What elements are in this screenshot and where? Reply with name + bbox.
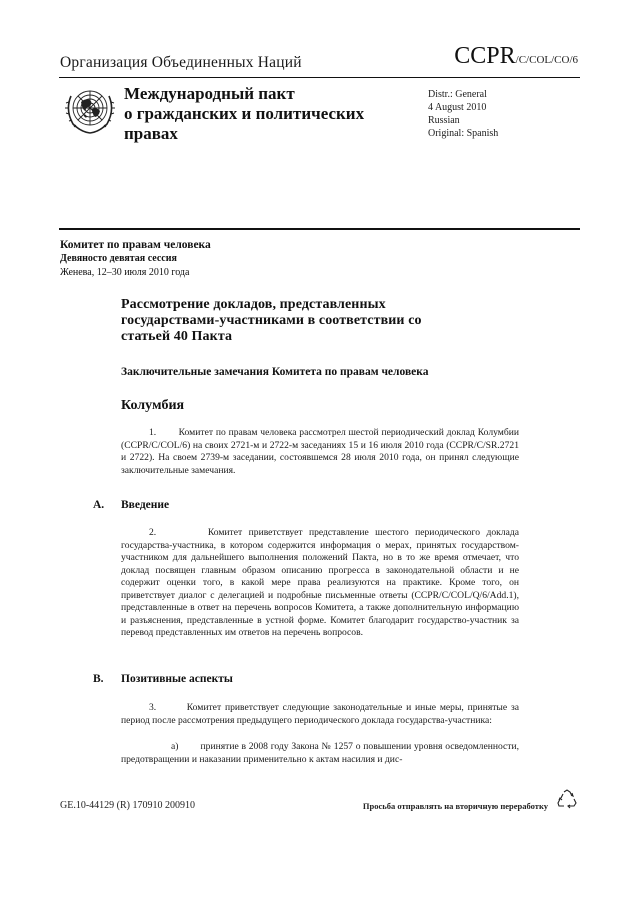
treaty-title xyxy=(124,84,364,144)
symbol-suffix: /C/COL/CO/6 xyxy=(515,54,578,66)
paragraph-number: 2. xyxy=(149,527,157,538)
paragraph-text: принятие в 2008 году Закона № 1257 о повышении уровня осведомленности, предотвращении и наказании применительно к актам насилия и дис- xyxy=(121,741,519,765)
section-title: Введение xyxy=(121,499,170,511)
document-language: Russian xyxy=(428,115,460,126)
paragraph-number: 3. xyxy=(149,702,157,713)
section-rule xyxy=(59,228,580,230)
document-title-line: статьей 40 Пакта xyxy=(121,329,233,344)
paragraph-number: 1. xyxy=(149,427,157,438)
document-title-line: Рассмотрение докладов, представленных xyxy=(121,297,386,312)
paragraph-text: Комитет приветствует представление шестого периодического доклада государства-участника, в котором содержится информация о мерах, принятых государством-участником для дальнейшего выполнения положений Пакта, но в то же время отмечает, что доклад посвящен главным образом описанию прогресса в законодательной области и не содержит оценки того, в какой мере права реализуются на практике. Кроме того, он приветствует диалог с делегацией и подробные письменные ответы (CCPR/C/COL/Q/6/Add.1), представленные в ответ на перечень вопросов Комитета, а также дополнительную информацию и разъяснения, представленные в устной форме. Комитет благодарит государство-участник за перевод представленных им ответов на перечень вопросов. xyxy=(121,527,519,638)
paragraph-2 xyxy=(121,527,519,640)
paragraph-3 xyxy=(121,702,519,727)
un-emblem-icon xyxy=(63,82,117,136)
original-language: Original: Spanish xyxy=(428,128,499,139)
treaty-title-line: о гражданских и политических xyxy=(124,104,365,123)
subparagraph-letter: a) xyxy=(171,741,179,752)
paragraph-text: Комитет по правам человека рассмотрел шестой периодический доклад Колумбии (CCPR/C/COL/6) на своих 2721-м и 2722-м заседаниях 15 и 16 июля 2010 года (CCPR/C/SR.2721 и 2722). На своем 2739-м заседании, состоявшемся 28 июля 2010 года, он принял следующие заключительные замечания. xyxy=(121,427,519,476)
document-title-line: государствами-участниками в соответствии со xyxy=(121,313,422,328)
recycle-note: Просьба отправлять на вторичную переработку xyxy=(362,801,548,811)
distribution-block xyxy=(428,88,498,140)
section-title: Позитивные аспекты xyxy=(121,673,233,685)
treaty-title-line: Международный пакт xyxy=(124,84,295,103)
country-heading: Колумбия xyxy=(121,398,185,413)
committee-name: Комитет по правам человека xyxy=(60,239,211,251)
document-date: 4 August 2010 xyxy=(428,102,487,113)
organization-name: Организация Объединенных Наций xyxy=(60,54,302,71)
session-place-dates: Женева, 12–30 июля 2010 года xyxy=(60,267,190,278)
paragraph-3a xyxy=(121,741,519,766)
document-title xyxy=(121,297,521,345)
section-letter: B. xyxy=(93,673,104,685)
section-letter: A. xyxy=(93,499,105,511)
treaty-title-line: правах xyxy=(124,124,178,143)
document-symbol xyxy=(454,43,578,70)
committee-block xyxy=(60,238,211,280)
paragraph-text: Комитет приветствует следующие законодательные и иные меры, принятые за период после рассмотрения предыдущего периодического доклада государства-участника: xyxy=(121,702,520,726)
job-number: GE.10-44129 (R) 170910 200910 xyxy=(60,800,195,811)
header-rule xyxy=(59,77,580,78)
paragraph-1 xyxy=(121,427,519,477)
session-name: Девяносто девятая сессия xyxy=(60,253,177,264)
recycle-icon xyxy=(555,788,579,812)
symbol-main: CCPR xyxy=(454,43,516,69)
distribution-type: Distr.: General xyxy=(428,89,487,100)
document-subtitle: Заключительные замечания Комитета по правам человека xyxy=(121,366,429,378)
